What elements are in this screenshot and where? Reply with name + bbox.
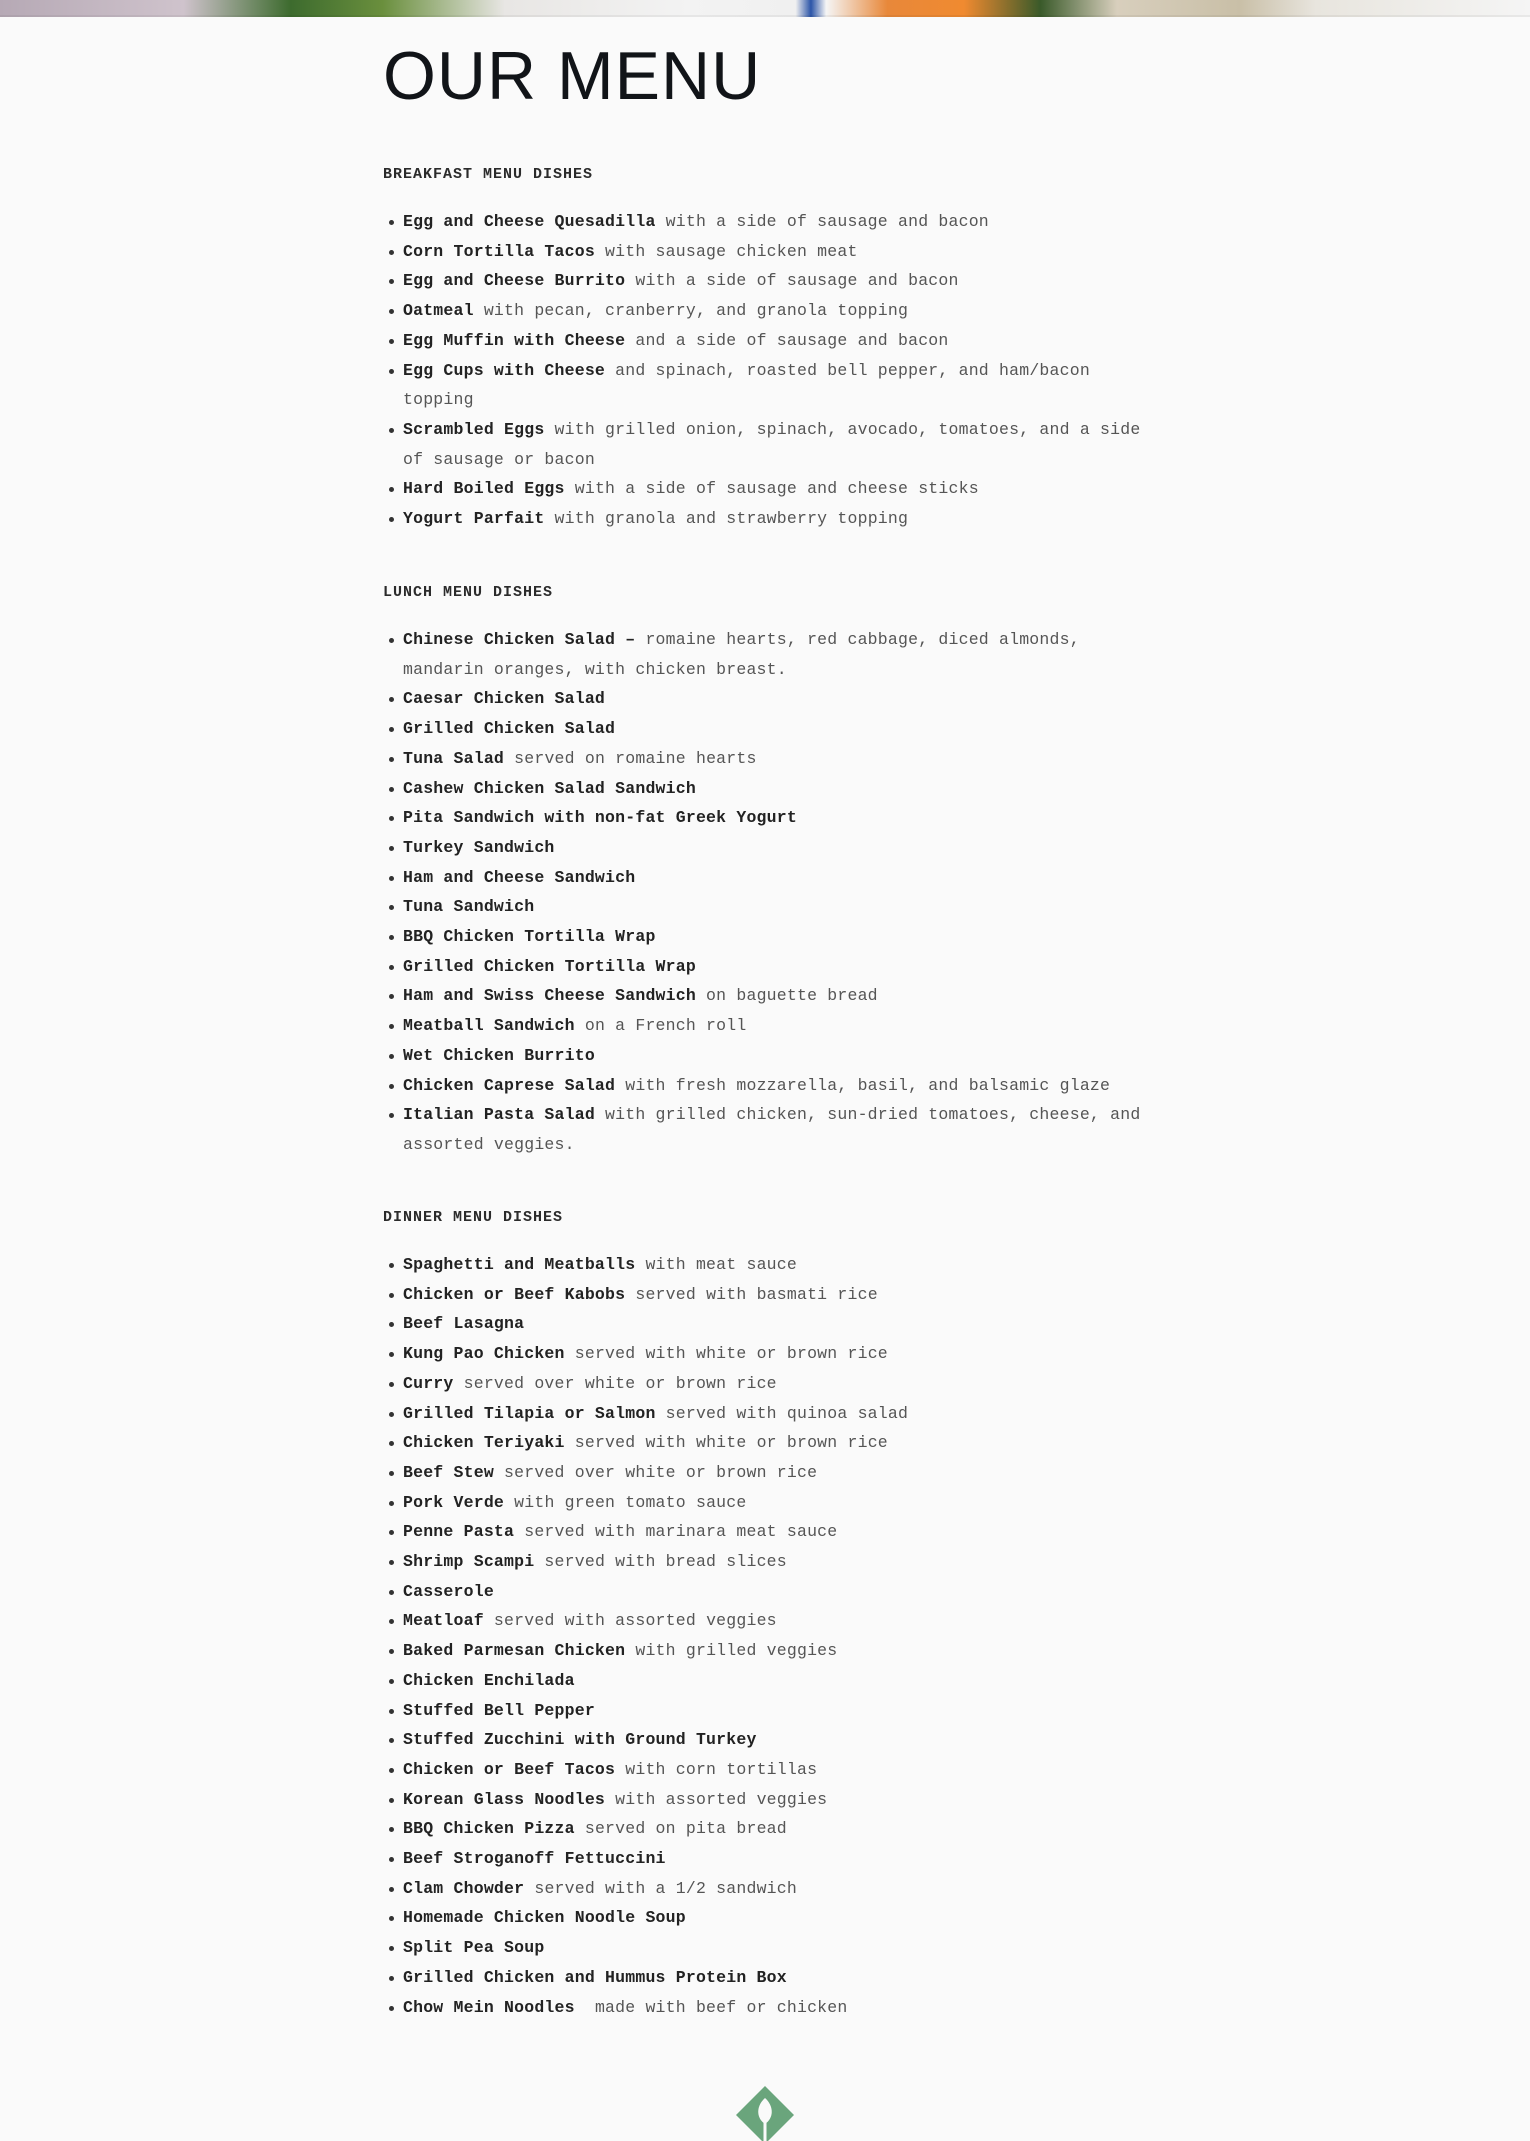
menu-list-item — [383, 1488, 1143, 1518]
dish-name: Egg Cups with Cheese — [403, 360, 606, 380]
menu-list-item — [383, 1309, 1143, 1339]
menu-list-item — [383, 803, 1143, 833]
dish-description: served with white or brown rice — [564, 1344, 888, 1364]
dish-name: Egg Muffin with Cheese — [403, 330, 626, 350]
dish-description: served on pita bread — [574, 1819, 787, 1839]
dish-description: with assorted veggies — [605, 1789, 828, 1809]
dish-description: with a side of sausage and bacon — [625, 271, 959, 291]
dish-name: Chicken Enchilada — [403, 1670, 575, 1690]
menu-list-item — [383, 207, 1143, 237]
menu-list-item — [383, 1993, 1143, 2023]
menu-list-item — [383, 1814, 1143, 1844]
menu-list-item — [383, 1725, 1143, 1755]
dish-name: Meatball Sandwich — [403, 1016, 575, 1036]
menu-list-item — [383, 296, 1143, 326]
section-heading: DINNER MENU DISHES — [383, 1209, 564, 1226]
menu-list-item — [383, 1041, 1143, 1071]
lunch-dish-list — [383, 625, 1151, 1160]
dish-name: Split Pea Soup — [403, 1938, 545, 1958]
dish-name: Chicken or Beef Tacos — [403, 1759, 616, 1779]
menu-list-item — [383, 1933, 1143, 1963]
menu-list-item — [383, 863, 1143, 893]
dish-name: Cashew Chicken Salad Sandwich — [403, 778, 696, 798]
dish-name: Egg and Cheese Quesadilla — [403, 212, 656, 231]
dish-name: Beef Lasagna — [403, 1314, 525, 1334]
dish-description: and spinach, roasted bell pepper, and ham/bacon topping — [403, 360, 1101, 410]
dish-name: Chicken Teriyaki — [403, 1433, 565, 1453]
dish-description: served with basmati rice — [625, 1284, 878, 1304]
breakfast-section — [383, 164, 1151, 529]
menu-list-item — [383, 1844, 1143, 1874]
dish-name: Grilled Chicken Salad — [403, 719, 616, 739]
dish-description: served with a 1/2 sandwich — [524, 1878, 797, 1898]
dish-name: Wet Chicken Burrito — [403, 1045, 595, 1065]
dish-name: Clam Chowder — [403, 1878, 525, 1898]
menu-list-item — [383, 266, 1143, 296]
menu-list-item — [383, 237, 1143, 267]
dish-description: with granola and strawberry topping — [544, 509, 909, 529]
menu-list-item — [383, 1666, 1143, 1696]
dish-description: with fresh mozzarella, basil, and balsamic glaze — [615, 1075, 1111, 1095]
dish-name: Tuna Sandwich — [403, 897, 535, 917]
dish-name: Kung Pao Chicken — [403, 1344, 565, 1364]
dish-name: Tuna Salad — [403, 748, 505, 768]
menu-list-item — [383, 714, 1143, 744]
dish-name: Pork Verde — [403, 1492, 505, 1512]
menu-list-item — [383, 952, 1143, 982]
dish-name: Chow Mein Noodles — [403, 1997, 575, 2017]
dish-name: Grilled Tilapia or Salmon — [403, 1403, 656, 1423]
dish-name: BBQ Chicken Pizza — [403, 1819, 575, 1839]
dish-description: made with beef or chicken — [574, 1997, 848, 2017]
dish-description: served on romaine hearts — [504, 748, 757, 768]
dish-name: Penne Pasta — [403, 1522, 515, 1542]
menu-content — [383, 38, 1151, 2017]
menu-list-item — [383, 474, 1143, 504]
menu-list-item — [383, 922, 1143, 952]
dish-description: served over white or brown rice — [453, 1373, 777, 1393]
leaf-diamond-logo-icon[interactable] — [734, 2084, 796, 2141]
dish-name: Ham and Swiss Cheese Sandwich — [403, 986, 696, 1006]
dish-description: romaine hearts, red cabbage, diced almonds, mandarin oranges, with chicken breast. — [403, 630, 1090, 679]
menu-list-item — [383, 1696, 1143, 1726]
menu-list-item — [383, 1250, 1143, 1280]
menu-list-item — [383, 1547, 1143, 1577]
dish-description: with corn tortillas — [615, 1759, 818, 1779]
dish-name: Ham and Cheese Sandwich — [403, 867, 636, 887]
dish-name: Italian Pasta Salad — [403, 1105, 595, 1125]
dish-name: Beef Stew — [403, 1462, 494, 1482]
section-heading: LUNCH MENU DISHES — [383, 584, 554, 601]
dish-name: Shrimp Scampi — [403, 1552, 535, 1572]
dish-name: BBQ Chicken Tortilla Wrap — [403, 927, 656, 947]
dinner-dish-list — [383, 1250, 1143, 2022]
dish-description: served over white or brown rice — [493, 1462, 818, 1482]
menu-list-item — [383, 1011, 1143, 1041]
menu-list-item — [383, 1606, 1143, 1636]
menu-list-item — [383, 415, 1151, 474]
lunch-section — [383, 582, 1151, 1154]
menu-list-item — [383, 1785, 1143, 1815]
dish-name: Hard Boiled Eggs — [403, 479, 565, 499]
menu-list-item — [383, 1280, 1143, 1310]
menu-list-item — [383, 1428, 1143, 1458]
dish-description: with grilled chicken, sun-dried tomatoes, cheese, and assorted veggies. — [403, 1105, 1151, 1154]
dish-description: with a side of sausage and cheese sticks — [564, 479, 979, 499]
dish-description: with a side of sausage and bacon — [655, 212, 989, 231]
menu-list-item — [383, 1100, 1151, 1159]
menu-list-item — [383, 684, 1143, 714]
dish-name: Egg and Cheese Burrito — [403, 271, 626, 291]
page-title: OUR MENU — [383, 38, 762, 114]
hero-image-strip — [0, 0, 1530, 17]
dish-description: on baguette bread — [695, 986, 878, 1006]
dish-name: Chicken Caprese Salad — [403, 1075, 616, 1095]
dish-name: Pita Sandwich with non-fat Greek Yogurt — [403, 808, 797, 828]
menu-list-item — [383, 1636, 1143, 1666]
dish-name: Corn Tortilla Tacos — [403, 241, 595, 261]
menu-list-item — [383, 1071, 1143, 1101]
dish-name: Beef Stroganoff Fettuccini — [403, 1849, 666, 1869]
menu-list-item — [383, 1339, 1143, 1369]
dish-description: with pecan, cranberry, and granola topping — [473, 301, 909, 321]
menu-list-item — [383, 504, 1143, 534]
menu-list-item — [383, 833, 1143, 863]
dish-name: Grilled Chicken Tortilla Wrap — [403, 956, 696, 976]
menu-list-item — [383, 1755, 1143, 1785]
menu-list-item — [383, 1399, 1143, 1429]
dish-name: Meatloaf — [403, 1611, 484, 1631]
dish-description: with grilled onion, spinach, avocado, tomatoes, and a side of sausage or bacon — [403, 419, 1151, 469]
dish-name: Yogurt Parfait — [403, 509, 545, 529]
dish-description: with sausage chicken meat — [594, 241, 858, 261]
dish-name: Chinese Chicken Salad – — [403, 630, 636, 649]
dish-name: Spaghetti and Meatballs — [403, 1255, 636, 1274]
menu-list-item — [383, 625, 1143, 684]
dish-description: served with assorted veggies — [483, 1611, 777, 1631]
menu-list-item — [383, 1963, 1143, 1993]
dish-description: with meat sauce — [635, 1255, 797, 1274]
breakfast-dish-list — [383, 207, 1151, 534]
menu-list-item — [383, 1874, 1143, 1904]
menu-list-item — [383, 326, 1143, 356]
dish-name: Stuffed Bell Pepper — [403, 1700, 595, 1720]
dish-name: Caesar Chicken Salad — [403, 689, 606, 709]
menu-list-item — [383, 1577, 1143, 1607]
dish-name: Curry — [403, 1373, 454, 1393]
dinner-section — [383, 1207, 1143, 2017]
dish-name: Baked Parmesan Chicken — [403, 1641, 626, 1661]
menu-list-item — [383, 981, 1143, 1011]
dish-name: Korean Glass Noodles — [403, 1789, 606, 1809]
menu-list-item — [383, 1517, 1143, 1547]
dish-description: with green tomato sauce — [504, 1492, 747, 1512]
dish-description: on a French roll — [574, 1016, 747, 1036]
dish-name: Stuffed Zucchini with Ground Turkey — [403, 1730, 757, 1750]
dish-name: Scrambled Eggs — [403, 419, 545, 439]
section-heading: BREAKFAST MENU DISHES — [383, 166, 594, 183]
menu-list-item — [383, 1458, 1143, 1488]
dish-name: Homemade Chicken Noodle Soup — [403, 1908, 686, 1928]
menu-list-item — [383, 1369, 1143, 1399]
dish-description: with grilled veggies — [625, 1641, 838, 1661]
menu-list-item — [383, 774, 1143, 804]
dish-description: served with white or brown rice — [564, 1433, 888, 1453]
menu-list-item — [383, 356, 1143, 415]
menu-list-item — [383, 744, 1143, 774]
dish-name: Chicken or Beef Kabobs — [403, 1284, 626, 1304]
dish-description: and a side of sausage and bacon — [625, 330, 949, 350]
dish-name: Turkey Sandwich — [403, 837, 555, 857]
dish-description: served with marinara meat sauce — [514, 1522, 838, 1542]
dish-description: served with quinoa salad — [655, 1403, 909, 1423]
menu-list-item — [383, 1903, 1143, 1933]
menu-list-item — [383, 892, 1143, 922]
dish-name: Grilled Chicken and Hummus Protein Box — [403, 1967, 787, 1987]
dish-description: served with bread slices — [534, 1552, 787, 1572]
dish-name: Oatmeal — [403, 301, 474, 321]
dish-name: Casserole — [403, 1581, 494, 1601]
